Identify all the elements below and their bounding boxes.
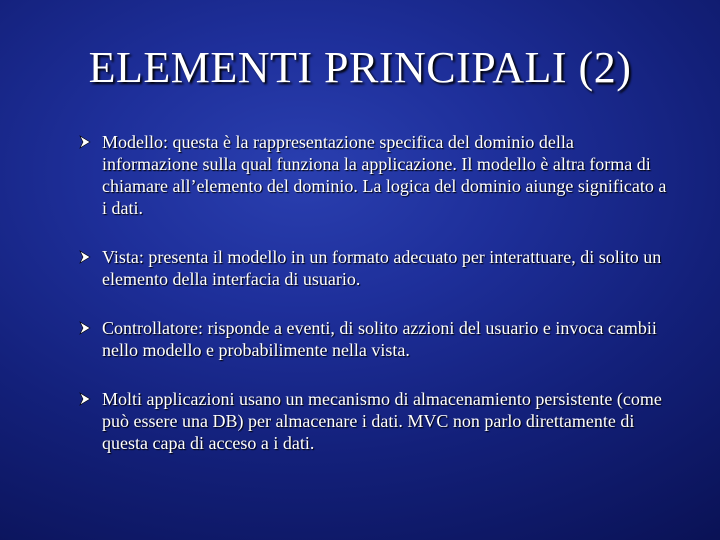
arrowhead-bullet-icon <box>78 321 92 335</box>
bullet-text: Molti applicazioni usano un mecanismo di almacenamiento persistente (come può essere una DB) per almacenare i dati. MVC non parlo direttamente di questa capa di acceso a i dati. <box>102 389 662 453</box>
bullet-item-vista <box>78 246 668 290</box>
arrowhead-bullet-icon <box>78 392 92 406</box>
bullet-item-modello <box>78 131 668 219</box>
bullet-list <box>78 131 668 481</box>
bullet-text: Modello: questa è la rappresentazione specifica del dominio della informazione sulla qual funziona la applicazione. Il modello è altra forma di chiamare all’elemento del dominio. La logica del dominio aiunge significato a i dati. <box>102 132 667 218</box>
arrowhead-bullet-icon <box>78 250 92 264</box>
bullet-text: Vista: presenta il modello in un formato adecuato per interattuare, di solito un elemento della interfacia di usuario. <box>102 247 662 289</box>
bullet-item-controllatore <box>78 317 668 361</box>
slide-title: ELEMENTI PRINCIPALI (2) <box>88 43 632 92</box>
bullet-text: Controllatore: risponde a eventi, di solito azzioni del usuario e invoca cambii nello modello e probabilimente nella vista. <box>102 318 657 360</box>
bullet-item-persistenza <box>78 388 668 454</box>
arrowhead-bullet-icon <box>78 135 92 149</box>
